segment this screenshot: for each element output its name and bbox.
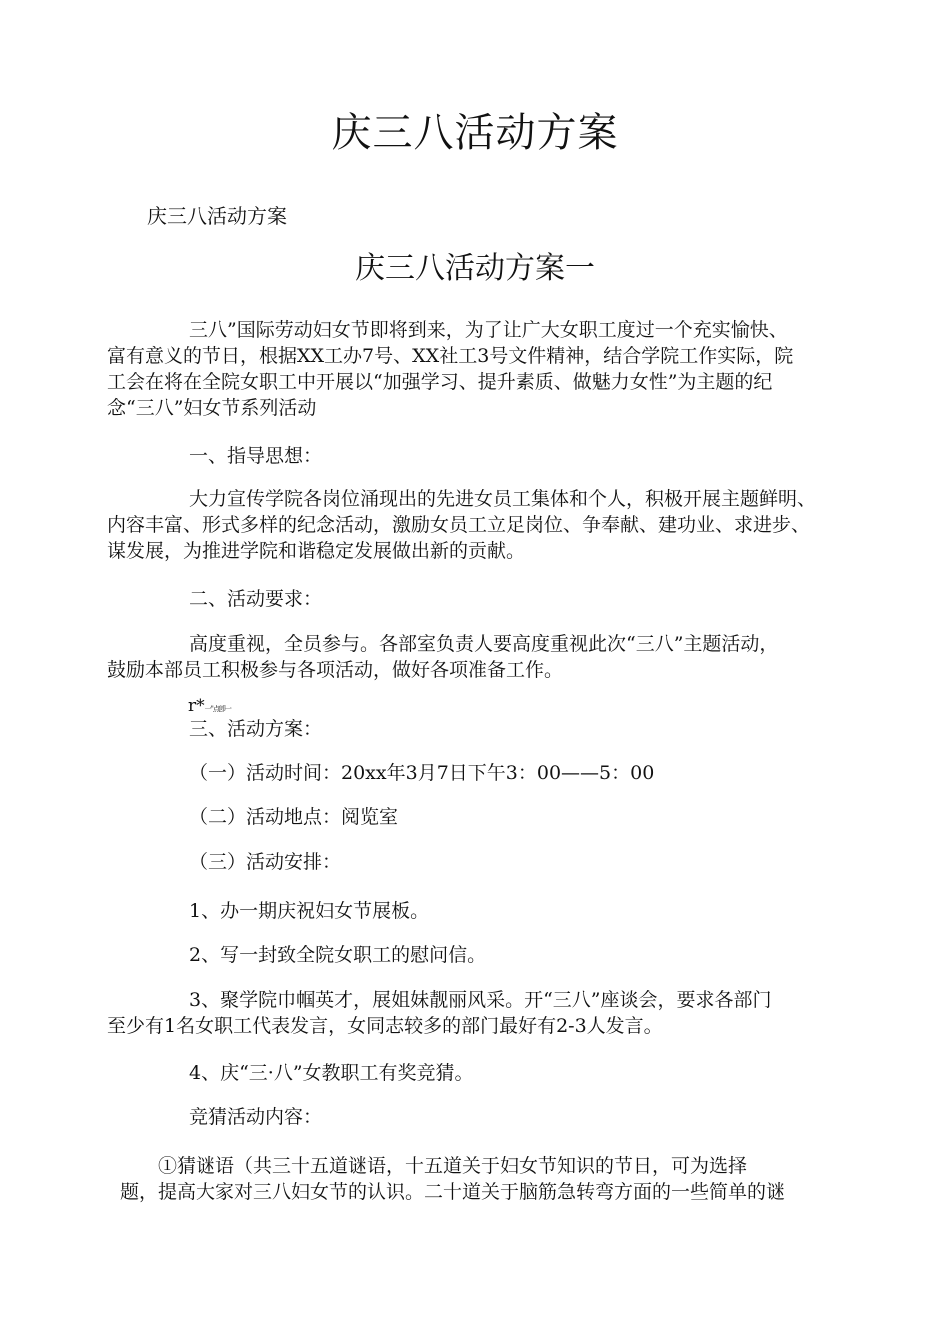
quiz-item-line: ①猜谜语（共三十五道谜语，十五道关于妇女节知识的节日，可为选择: [158, 1155, 748, 1177]
arrangement-item-3: [107, 987, 857, 1039]
arrangement-item-3-line: 至少有1名女职工代表发言，女同志较多的部门最好有2-3人发言。: [107, 1015, 663, 1037]
section-heading-guiding-idea: 一、指导思想：: [189, 445, 323, 467]
guiding-idea-line: 大力宣传学院各岗位涌现出的先进女员工集体和个人，积极开展主题鲜明、: [189, 488, 817, 510]
plan-arrangement-item: （三）活动安排：: [189, 851, 342, 873]
artifact-small-text: 一"点卽一: [204, 705, 231, 713]
section-heading-plan-one: 庆三八活动方案一: [355, 251, 595, 286]
section-heading-requirements: 二、活动要求：: [189, 588, 323, 610]
section-heading-plan: 三、活动方案：: [189, 718, 323, 740]
guiding-idea-line: 内容丰富、形式多样的纪念活动，激励女员工立足岗位、争奉献、建功业、求进步、: [107, 514, 811, 536]
intro-paragraph: [107, 317, 857, 421]
intro-line: 三八”国际劳动妇女节即将到来，为了让广大女职工度过一个充实愉快、: [189, 319, 788, 341]
arrangement-item-1: 1、办一期庆祝妇女节展板。: [189, 900, 430, 922]
plan-time-item: （一）活动时间：20xx年3月7日下午3：00——5：00: [189, 762, 655, 784]
requirements-line: 高度重视，全员参与。各部室负责人要高度重视此次“三八”主题活动，: [189, 633, 779, 655]
intro-line: 念“三八”妇女节系列活动: [107, 397, 317, 419]
requirements-paragraph: [107, 631, 857, 683]
document-subtitle: 庆三八活动方案: [147, 204, 287, 228]
arrangement-item-2: 2、写一封致全院女职工的慰问信。: [189, 944, 487, 966]
intro-line: 富有意义的节日，根据XX工办7号、XX社工3号文件精神，结合学院工作实际，院: [107, 345, 794, 367]
guiding-idea-line: 谋发展，为推进学院和谐稳定发展做出新的贡献。: [107, 540, 526, 562]
arrangement-item-3-line: 3、聚学院巾帼英才，展姐妹靓丽风采。开“三八”座谈会，要求各部门: [189, 989, 772, 1011]
guiding-idea-paragraph: [107, 486, 857, 564]
quiz-item-line: 题，提高大家对三八妇女节的认识。二十道关于脑筋急转弯方面的一些简单的谜: [120, 1181, 786, 1203]
artifact-text: r*: [188, 696, 205, 716]
document-title: 庆三八活动方案: [331, 110, 619, 156]
quiz-content-heading: 竞猜活动内容：: [189, 1106, 323, 1128]
intro-line: 工会在将在全院女职工中开展以“加强学习、提升素质、做魅力女性”为主题的纪: [107, 371, 773, 393]
requirements-line: 鼓励本部员工积极参与各项活动，做好各项准备工作。: [107, 659, 564, 681]
plan-place-item: （二）活动地点：阅览室: [189, 806, 399, 828]
arrangement-item-4: 4、庆“三·八”女教职工有奖竞猜。: [189, 1062, 474, 1084]
